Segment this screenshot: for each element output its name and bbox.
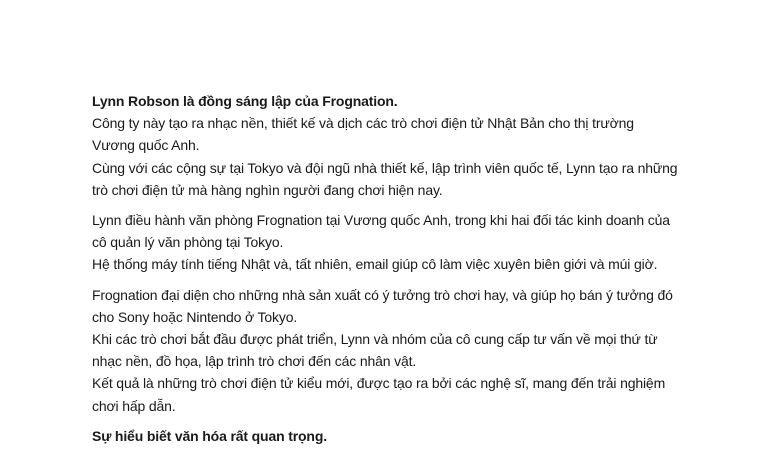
text-line: Khi các trò chơi bắt đầu được phát triển, Lynn và nhóm của cô cung cấp tư vấn về mọi thứ từ (92, 331, 658, 348)
text-line: trò chơi điện tử mà hàng nghìn người đang chơi hiện nay. (92, 181, 443, 198)
text-line: Kết quả là những trò chơi điện tử kiểu mới, được tạo ra bởi các nghệ sĩ, mang đến trải nghiệm (92, 375, 666, 392)
text-line: Frognation đại diện cho những nhà sản xuất có ý tưởng trò chơi hay, và giúp họ bán ý tưởng đó (92, 286, 673, 303)
text-line: cô quản lý văn phòng tại Tokyo. (92, 234, 284, 251)
text-line: Công ty này tạo ra nhạc nền, thiết kế và dịch các trò chơi điện tử Nhật Bản cho thị trường (92, 115, 634, 132)
text-line: Vương quốc Anh. (92, 137, 200, 154)
text-line: cho Sony hoặc Nintendo ở Tokyo. (92, 308, 298, 325)
heading-line: Lynn Robson là đồng sáng lập của Frognation. (92, 93, 398, 109)
heading-line: Sự hiểu biết văn hóa rất quan trọng. (92, 427, 327, 444)
text-line: Cùng với các cộng sự tại Tokyo và đội ngũ nhà thiết kế, lập trình viên quốc tế, Lynn tạo ra những (92, 159, 678, 176)
text-line: nhạc nền, đồ họa, lập trình trò chơi đến các nhân vật. (92, 353, 417, 370)
document-body (92, 90, 697, 455)
text-line: chơi hấp dẫn. (92, 397, 176, 414)
text-line: Lynn điều hành văn phòng Frognation tại Vương quốc Anh, trong khi hai đối tác kinh doanh của (92, 212, 670, 229)
paragraph-office (92, 209, 697, 276)
paragraph-representation (92, 284, 697, 417)
text-line: Hệ thống máy tính tiếng Nhật và, tất nhiên, email giúp cô làm việc xuyên biên giới và múi giờ. (92, 256, 658, 273)
paragraph-culture (92, 425, 697, 447)
paragraph-intro (92, 90, 697, 201)
